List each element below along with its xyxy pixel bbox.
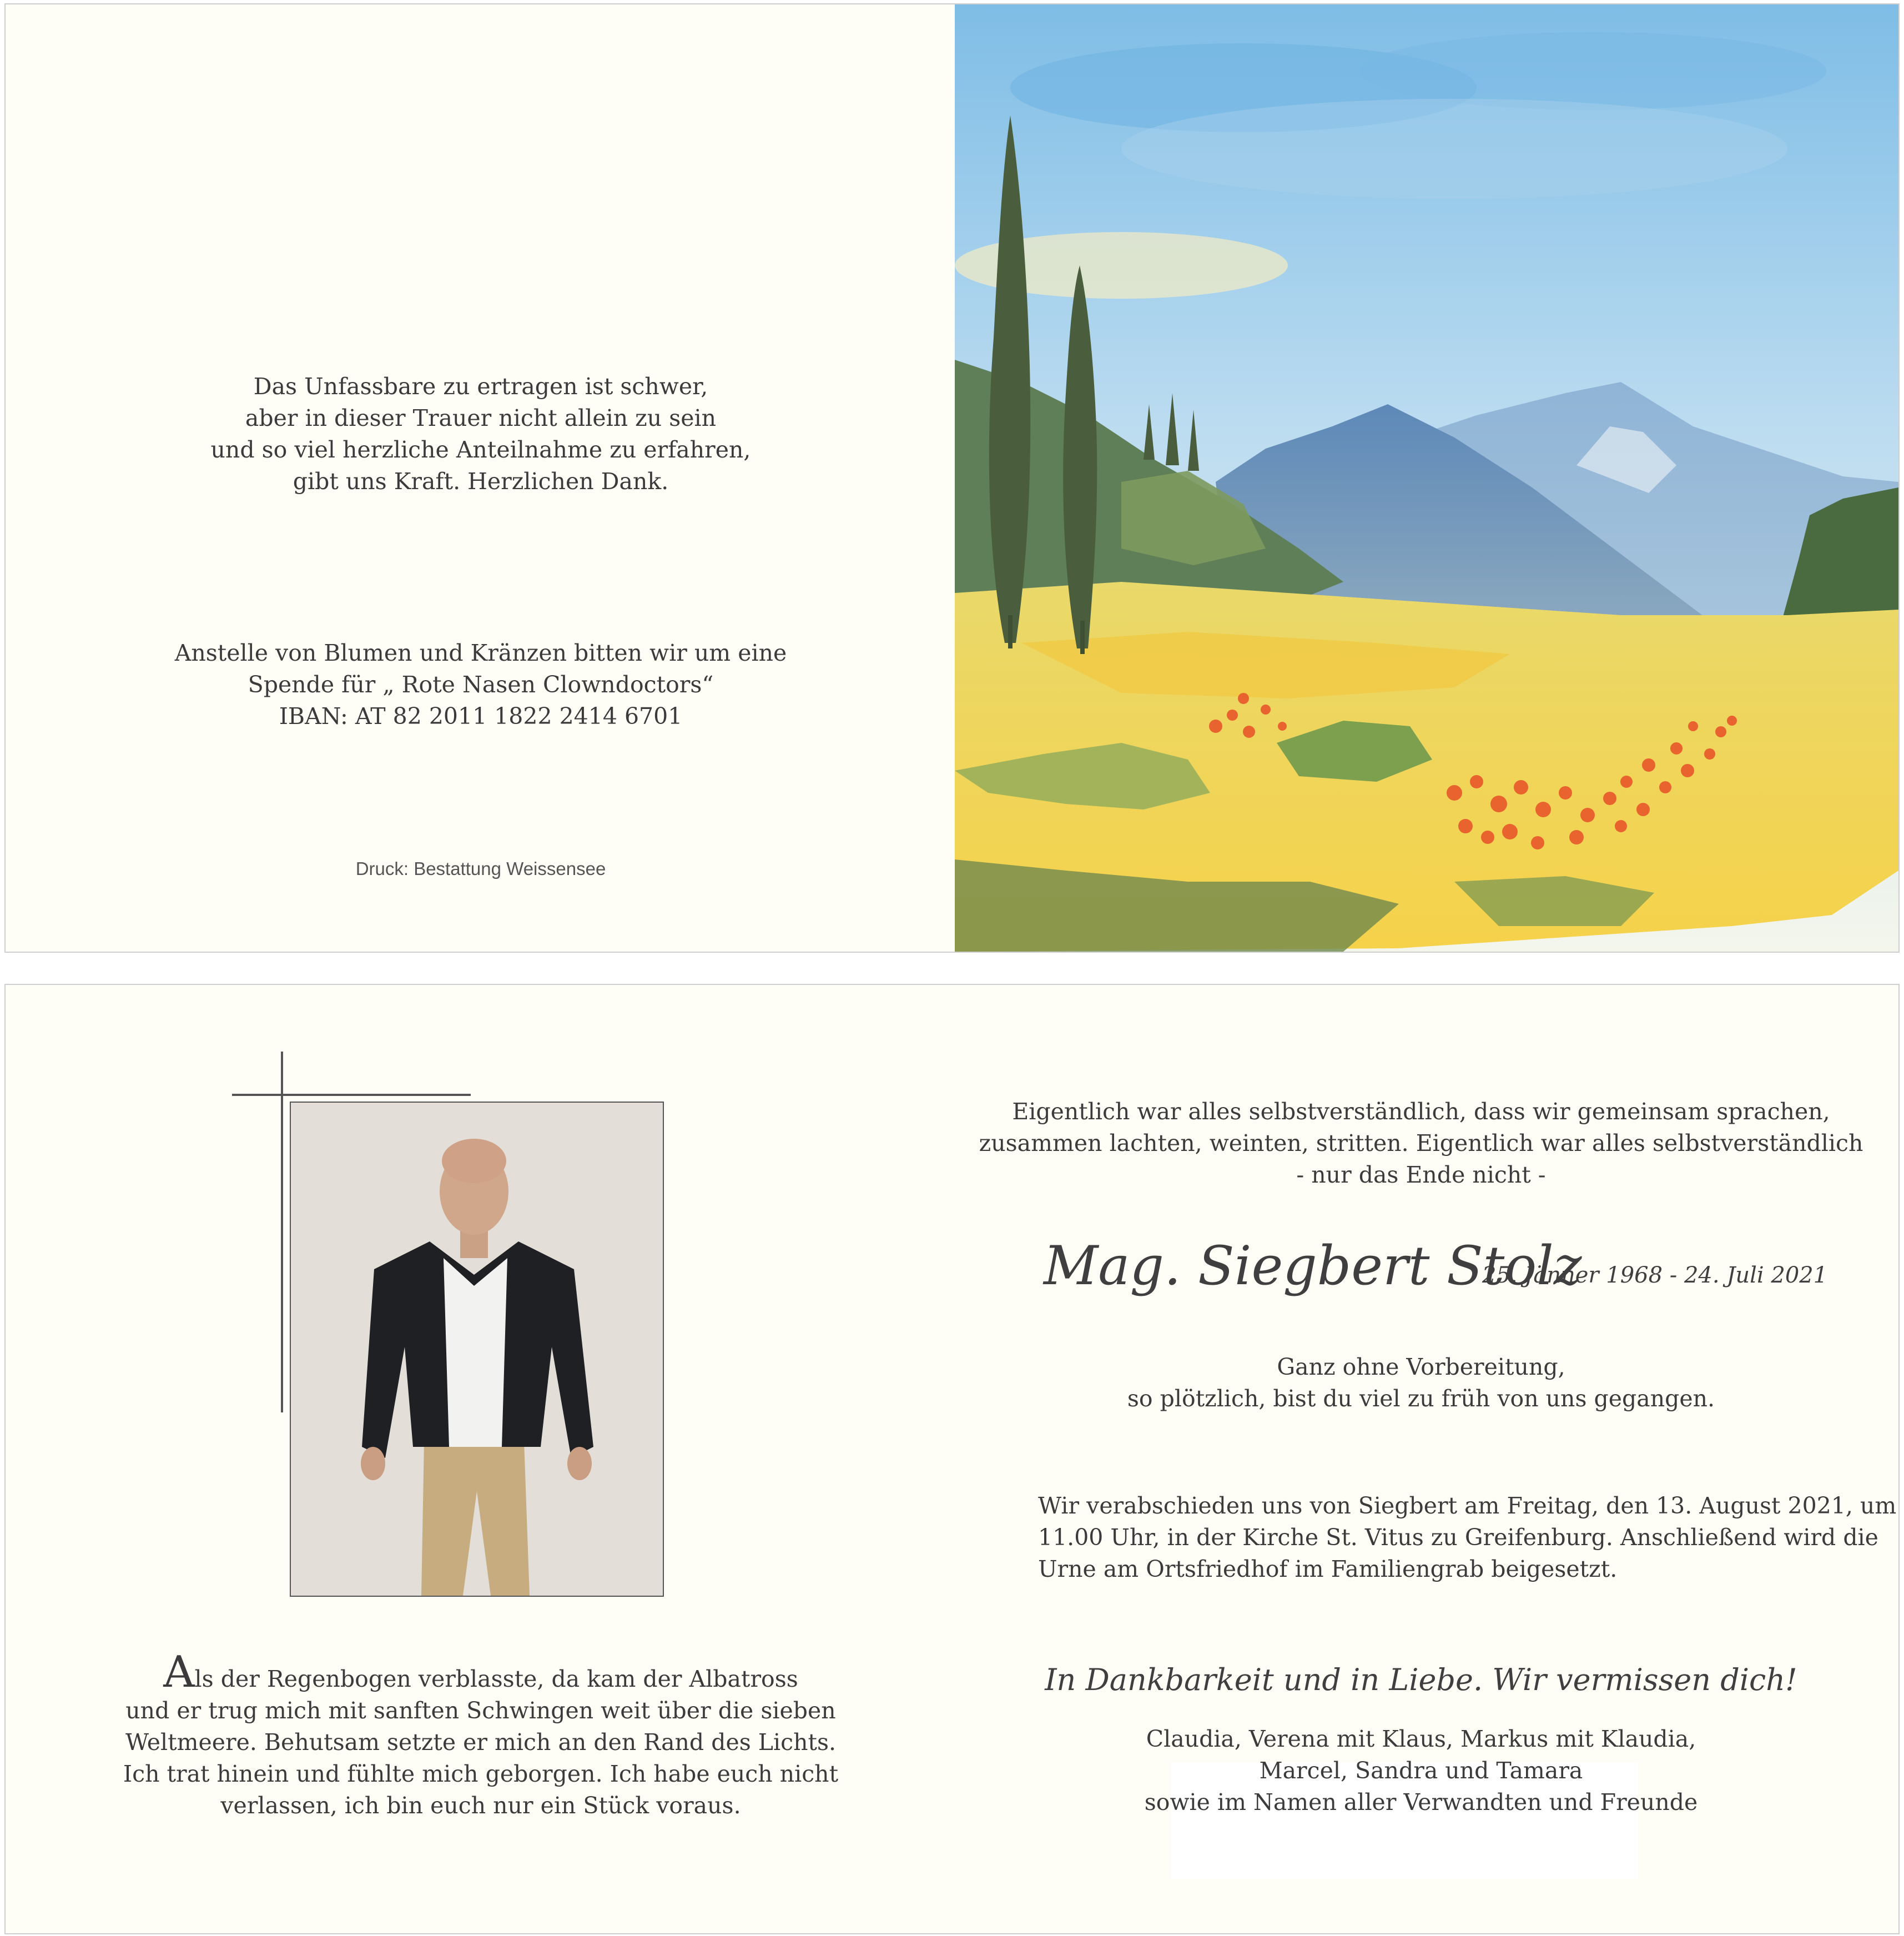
farewell-line: Urne am Ortsfriedhof im Familiengrab beigesetzt.	[1038, 1556, 1618, 1582]
poem-line: Ich trat hinein und fühlte mich geborgen. Ich habe euch nicht	[123, 1761, 839, 1787]
thanks-line: Das Unfassbare zu ertragen ist schwer,	[253, 373, 708, 400]
family-line: sowie im Namen aller Verwandten und Freunde	[1144, 1789, 1698, 1816]
thanks-line: und so viel herzliche Anteilnahme zu erfahren,	[210, 436, 751, 463]
poem-initial: A	[163, 1647, 195, 1697]
intro-line: Eigentlich war alles selbstverständlich, dass wir gemeinsam sprachen,	[1012, 1098, 1830, 1125]
printer-credit: Druck: Bestattung Weissensee	[355, 858, 606, 879]
farewell-line: Wir verabschieden uns von Siegbert am Freitag, den 13. August 2021, um	[1038, 1492, 1897, 1519]
donation-line: Spende für „ Rote Nasen Clowndoctors“	[248, 671, 714, 698]
donation-text	[6, 637, 956, 732]
intro-text	[949, 1096, 1893, 1191]
intro-line: - nur das Ende nicht -	[1296, 1161, 1546, 1188]
family-text	[949, 1723, 1893, 1818]
farewell-text	[1038, 1490, 1897, 1585]
intro-line: zusammen lachten, weinten, stritten. Eigentlich war alles selbstverständlich	[979, 1130, 1863, 1156]
sudden-line: so plötzlich, bist du viel zu früh von uns gegangen.	[1127, 1385, 1715, 1412]
poem-line: ls der Regenbogen verblasste, da kam der Albatross	[194, 1666, 798, 1692]
deceased-name: Mag. Siegbert Stolz	[1044, 1235, 1582, 1297]
poem-line: und er trug mich mit sanften Schwingen weit über die sieben	[125, 1697, 836, 1724]
portrait-photo	[290, 1102, 664, 1597]
poem-line: verlassen, ich bin euch nur ein Stück voraus.	[220, 1792, 741, 1819]
life-dates: 25. Jänner 1968 - 24. Juli 2021	[1482, 1263, 1828, 1288]
gratitude-line: In Dankbarkeit und in Liebe. Wir vermissen dich!	[1045, 1662, 1797, 1697]
card-inside-bottom	[4, 984, 1900, 1934]
cross-horizontal	[232, 1094, 471, 1096]
sudden-text	[949, 1351, 1893, 1415]
thanks-text	[6, 371, 956, 497]
thanks-line: gibt uns Kraft. Herzlichen Dank.	[293, 468, 669, 495]
family-line: Claudia, Verena mit Klaus, Markus mit Klaudia,	[1146, 1726, 1696, 1752]
family-line: Marcel, Sandra und Tamara	[1259, 1757, 1583, 1784]
poem-text	[6, 1647, 956, 1822]
farewell-line: 11.00 Uhr, in der Kirche St. Vitus zu Greifenburg. Anschließend wird die	[1038, 1524, 1878, 1551]
donation-line: IBAN: AT 82 2011 1822 2414 6701	[279, 703, 683, 730]
donation-line: Anstelle von Blumen und Kränzen bitten wir um eine	[174, 640, 787, 666]
card-inside-top	[4, 3, 1900, 953]
sudden-line: Ganz ohne Vorbereitung,	[1277, 1354, 1565, 1380]
poem-line: Weltmeere. Behutsam setzte er mich an den Rand des Lichts.	[125, 1729, 837, 1756]
cross-vertical	[281, 1052, 283, 1412]
watercolor-landscape	[955, 4, 1898, 952]
thanks-line: aber in dieser Trauer nicht allein zu sein	[245, 405, 717, 431]
poem-first-line	[6, 1647, 956, 1697]
